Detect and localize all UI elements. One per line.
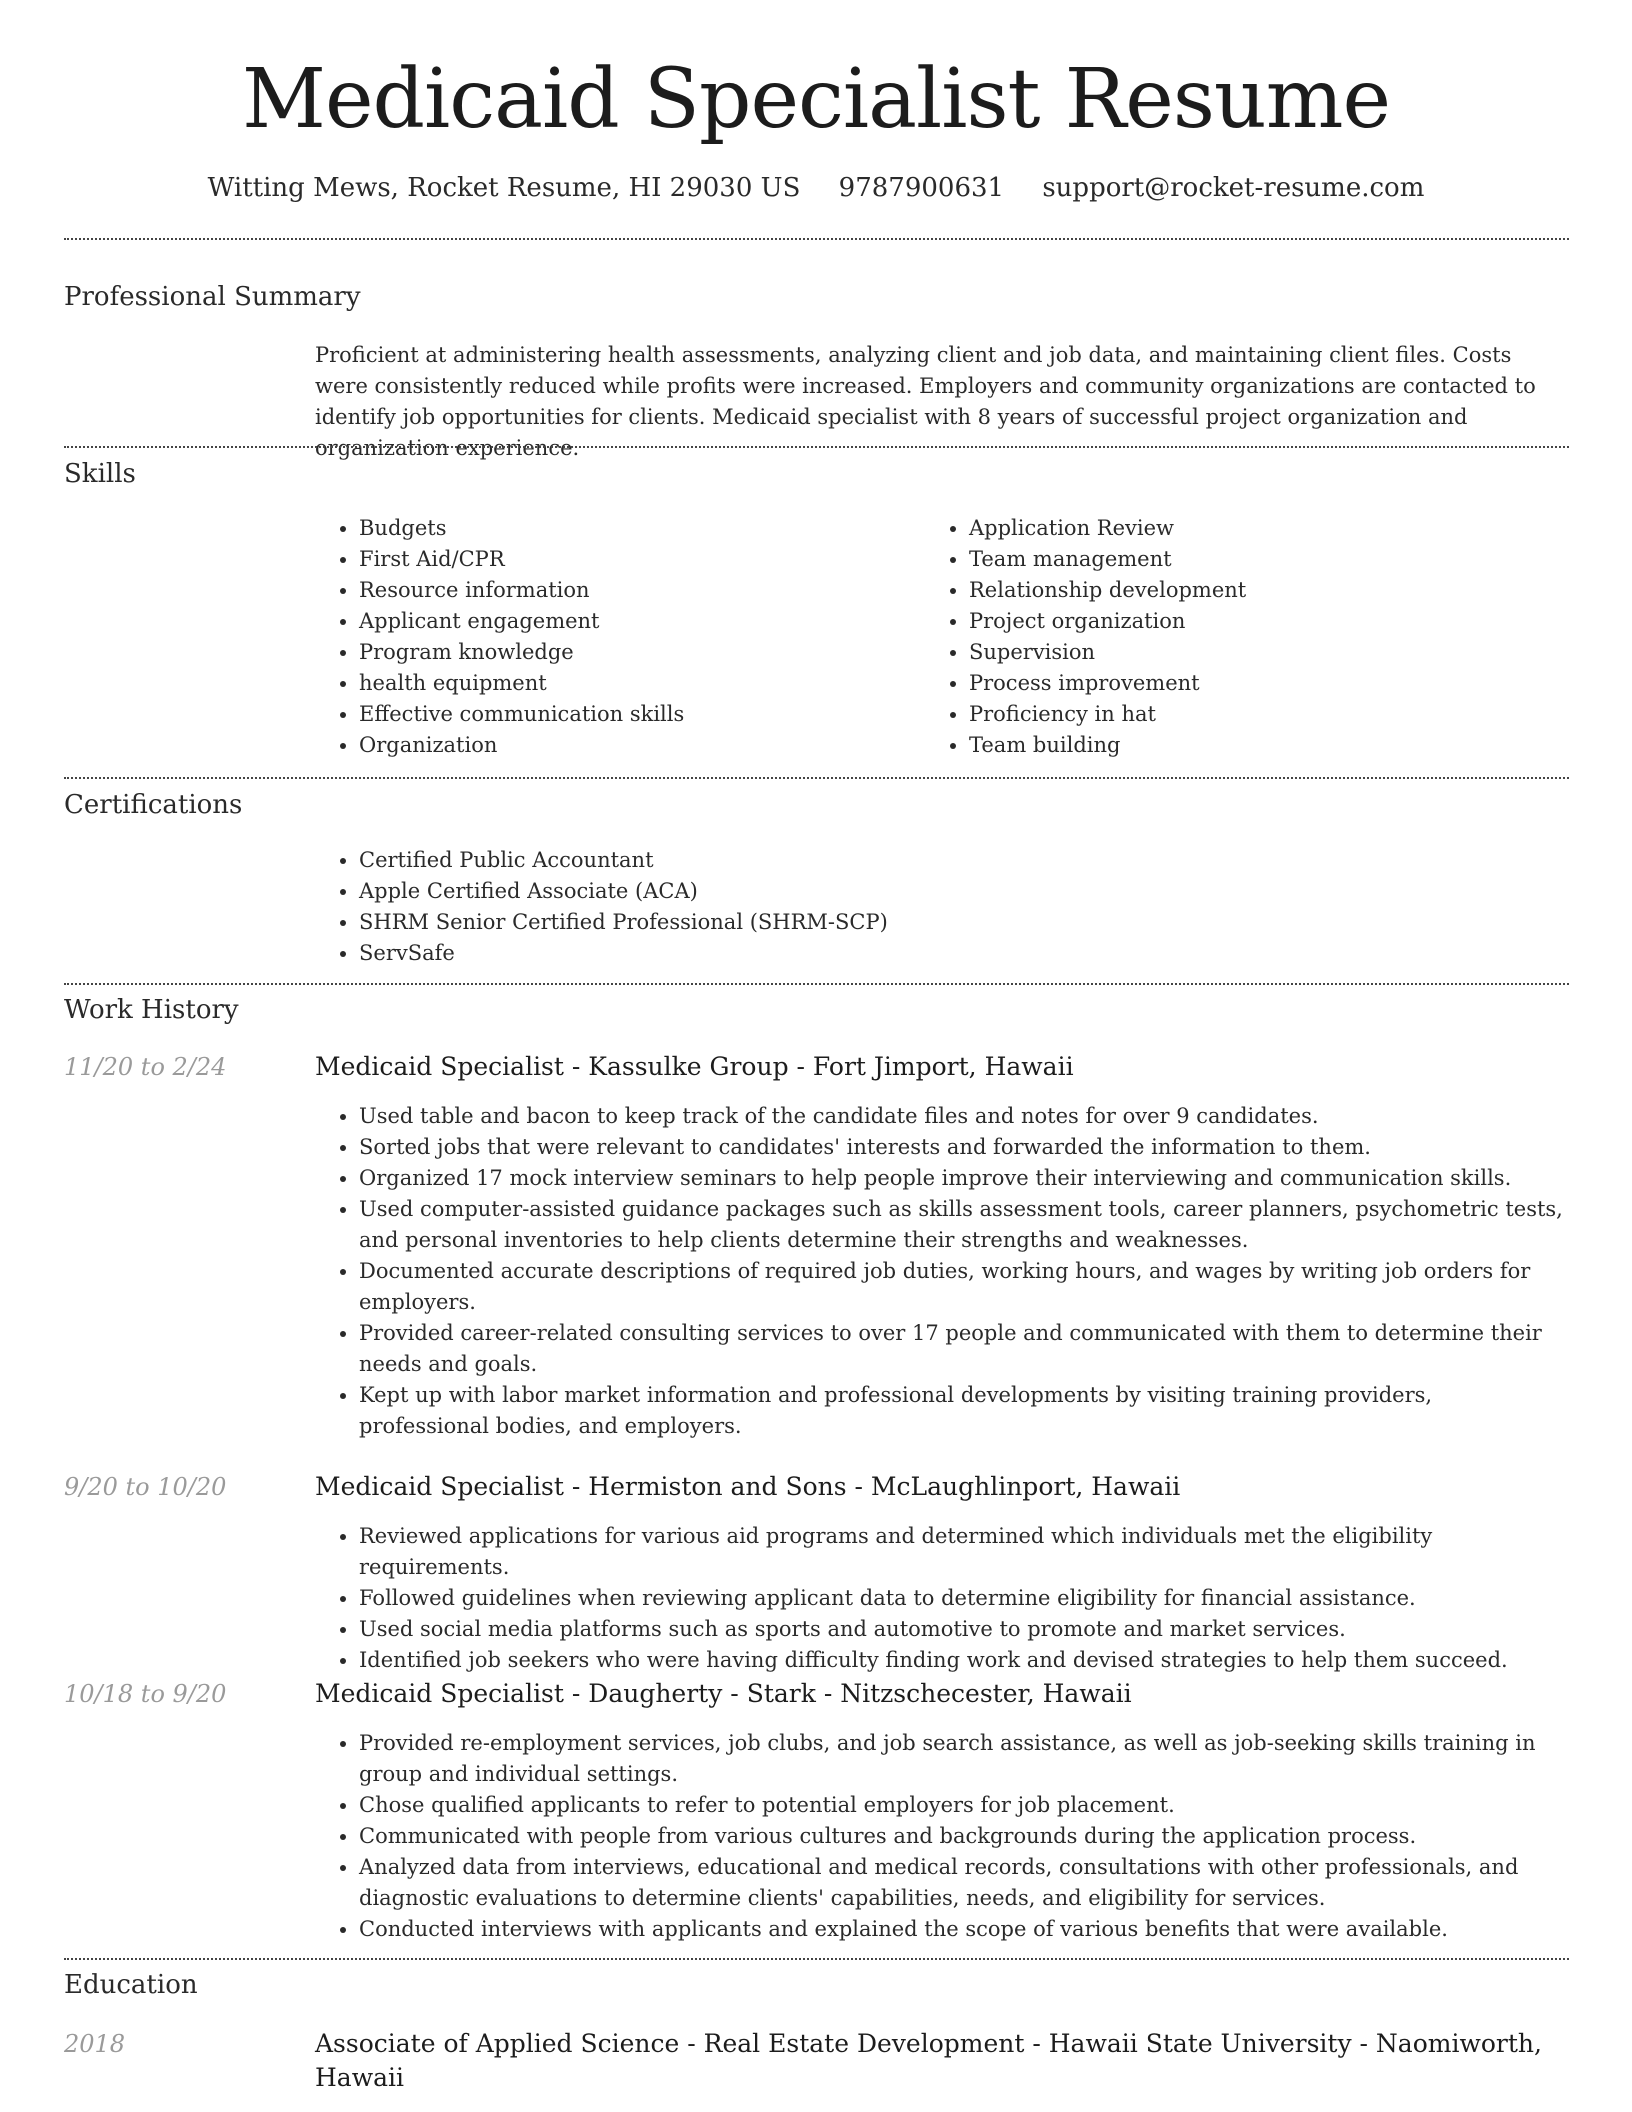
section-heading-education: Education: [64, 1970, 198, 2000]
job-title: Medicaid Specialist - Daugherty - Stark - Nitzschecester, Hawaii: [315, 1679, 1132, 1708]
address: Witting Mews, Rocket Resume, HI 29030 US: [207, 173, 801, 203]
contact-line: [0, 170, 1632, 206]
job-bullet: • Used social media platforms such as sports and automotive to promote and market services.: [359, 1614, 1565, 1645]
job-bullets: [315, 1101, 1565, 1442]
job-bullet: • Reviewed applications for various aid programs and determined which individuals met the eligibility requirements.: [359, 1521, 1565, 1583]
job-bullet: • Organized 17 mock interview seminars to help people improve their interviewing and communication skills.: [359, 1163, 1565, 1194]
section-heading-skills: Skills: [64, 459, 136, 489]
job-bullet: • Provided career-related consulting services to over 17 people and communicated with them to determine their needs and goals.: [359, 1318, 1565, 1380]
job-title: Medicaid Specialist - Kassulke Group - Fort Jimport, Hawaii: [315, 1052, 1074, 1081]
skill-item: • First Aid/CPR: [359, 544, 915, 575]
phone: 9787900631: [838, 173, 1005, 203]
skills-right-column: [925, 513, 1525, 761]
job-bullet: • Conducted interviews with applicants and explained the scope of various benefits that were available.: [359, 1914, 1565, 1945]
job-bullet: • Identified job seekers who were having difficulty finding work and devised strategies to help them succeed.: [359, 1645, 1565, 1676]
education-year: 2018: [64, 2030, 126, 2058]
skill-item: • Organization: [359, 730, 915, 761]
job-bullets: [315, 1521, 1565, 1676]
skills-list-left: [315, 513, 915, 761]
certifications-list: [315, 845, 1565, 969]
job-bullet: • Used table and bacon to keep track of the candidate files and notes for over 9 candidates.: [359, 1101, 1565, 1132]
divider: [64, 446, 1569, 448]
divider: [64, 1958, 1569, 1960]
skills-list-right: [925, 513, 1525, 761]
job-bullet-list: [315, 1101, 1565, 1442]
skill-item: • Project organization: [969, 606, 1525, 637]
resume-title: Medicaid Specialist Resume: [241, 52, 1391, 147]
job-dates: 10/18 to 9/20: [64, 1680, 227, 1708]
job-bullet: • Documented accurate descriptions of required job duties, working hours, and wages by writing job orders for employers.: [359, 1256, 1565, 1318]
skill-item: • Proficiency in hat: [969, 699, 1525, 730]
job-bullet-list: [315, 1728, 1565, 1945]
job-bullet: • Chose qualified applicants to refer to potential employers for job placement.: [359, 1790, 1565, 1821]
skills-left-column: [315, 513, 915, 761]
job-bullet: • Analyzed data from interviews, educational and medical records, consultations with other professionals, and diagnostic evaluations to determine clients' capabilities, needs, and eligibility for services.: [359, 1852, 1565, 1914]
skill-item: • Budgets: [359, 513, 915, 544]
certification-item: • Apple Certified Associate (ACA): [359, 876, 1565, 907]
job-bullet: • Kept up with labor market information and professional developments by visiting training providers, professional bodies, and employers.: [359, 1380, 1565, 1442]
skill-item: • Applicant engagement: [359, 606, 915, 637]
job-dates: 11/20 to 2/24: [64, 1053, 227, 1081]
certification-item: • Certified Public Accountant: [359, 845, 1565, 876]
email[interactable]: support@rocket-resume.com: [1042, 173, 1425, 203]
skill-item: • Effective communication skills: [359, 699, 915, 730]
job-dates: 9/20 to 10/20: [64, 1473, 227, 1501]
job-bullet: • Provided re-employment services, job clubs, and job search assistance, as well as job-seeking skills training in group and individual settings.: [359, 1728, 1565, 1790]
skill-item: • Process improvement: [969, 668, 1525, 699]
divider: [64, 777, 1569, 779]
skill-item: • Team building: [969, 730, 1525, 761]
skill-item: • Supervision: [969, 637, 1525, 668]
section-heading-work-history: Work History: [64, 995, 239, 1025]
skill-item: • Team management: [969, 544, 1525, 575]
section-heading-summary: Professional Summary: [64, 282, 361, 312]
certifications-block: [315, 845, 1565, 969]
certification-item: • SHRM Senior Certified Professional (SHRM-SCP): [359, 907, 1565, 938]
skill-item: • health equipment: [359, 668, 915, 699]
job-bullet: • Sorted jobs that were relevant to candidates' interests and forwarded the information to them.: [359, 1132, 1565, 1163]
skill-item: • Program knowledge: [359, 637, 915, 668]
job-bullets: [315, 1728, 1565, 1945]
skill-item: • Application Review: [969, 513, 1525, 544]
skill-item: • Relationship development: [969, 575, 1525, 606]
job-bullet: • Followed guidelines when reviewing applicant data to determine eligibility for financial assistance.: [359, 1583, 1565, 1614]
job-bullet: • Communicated with people from various cultures and backgrounds during the application process.: [359, 1821, 1565, 1852]
section-heading-certifications: Certifications: [64, 790, 243, 820]
divider: [64, 238, 1569, 240]
job-bullet-list: [315, 1521, 1565, 1676]
job-bullet: • Used computer-assisted guidance packages such as skills assessment tools, career planners, psychometric tests, and personal inventories to help clients determine their strengths and weaknesses.: [359, 1194, 1565, 1256]
divider: [64, 983, 1569, 985]
summary-text: Proficient at administering health assessments, analyzing client and job data, and maintaining client files. Costs were consistently reduced while profits were increased. Employers and community organizations are contacted to identify job opportunities for clients. Medicaid specialist with 8 years of successful project organization and organization experience.: [315, 343, 1536, 460]
skill-item: • Resource information: [359, 575, 915, 606]
education-degree: Associate of Applied Science - Real Estate Development - Hawaii State University - Naomiworth, Hawaii: [315, 2029, 1542, 2092]
certification-item: • ServSafe: [359, 938, 1565, 969]
job-title: Medicaid Specialist - Hermiston and Sons - McLaughlinport, Hawaii: [315, 1472, 1181, 1501]
